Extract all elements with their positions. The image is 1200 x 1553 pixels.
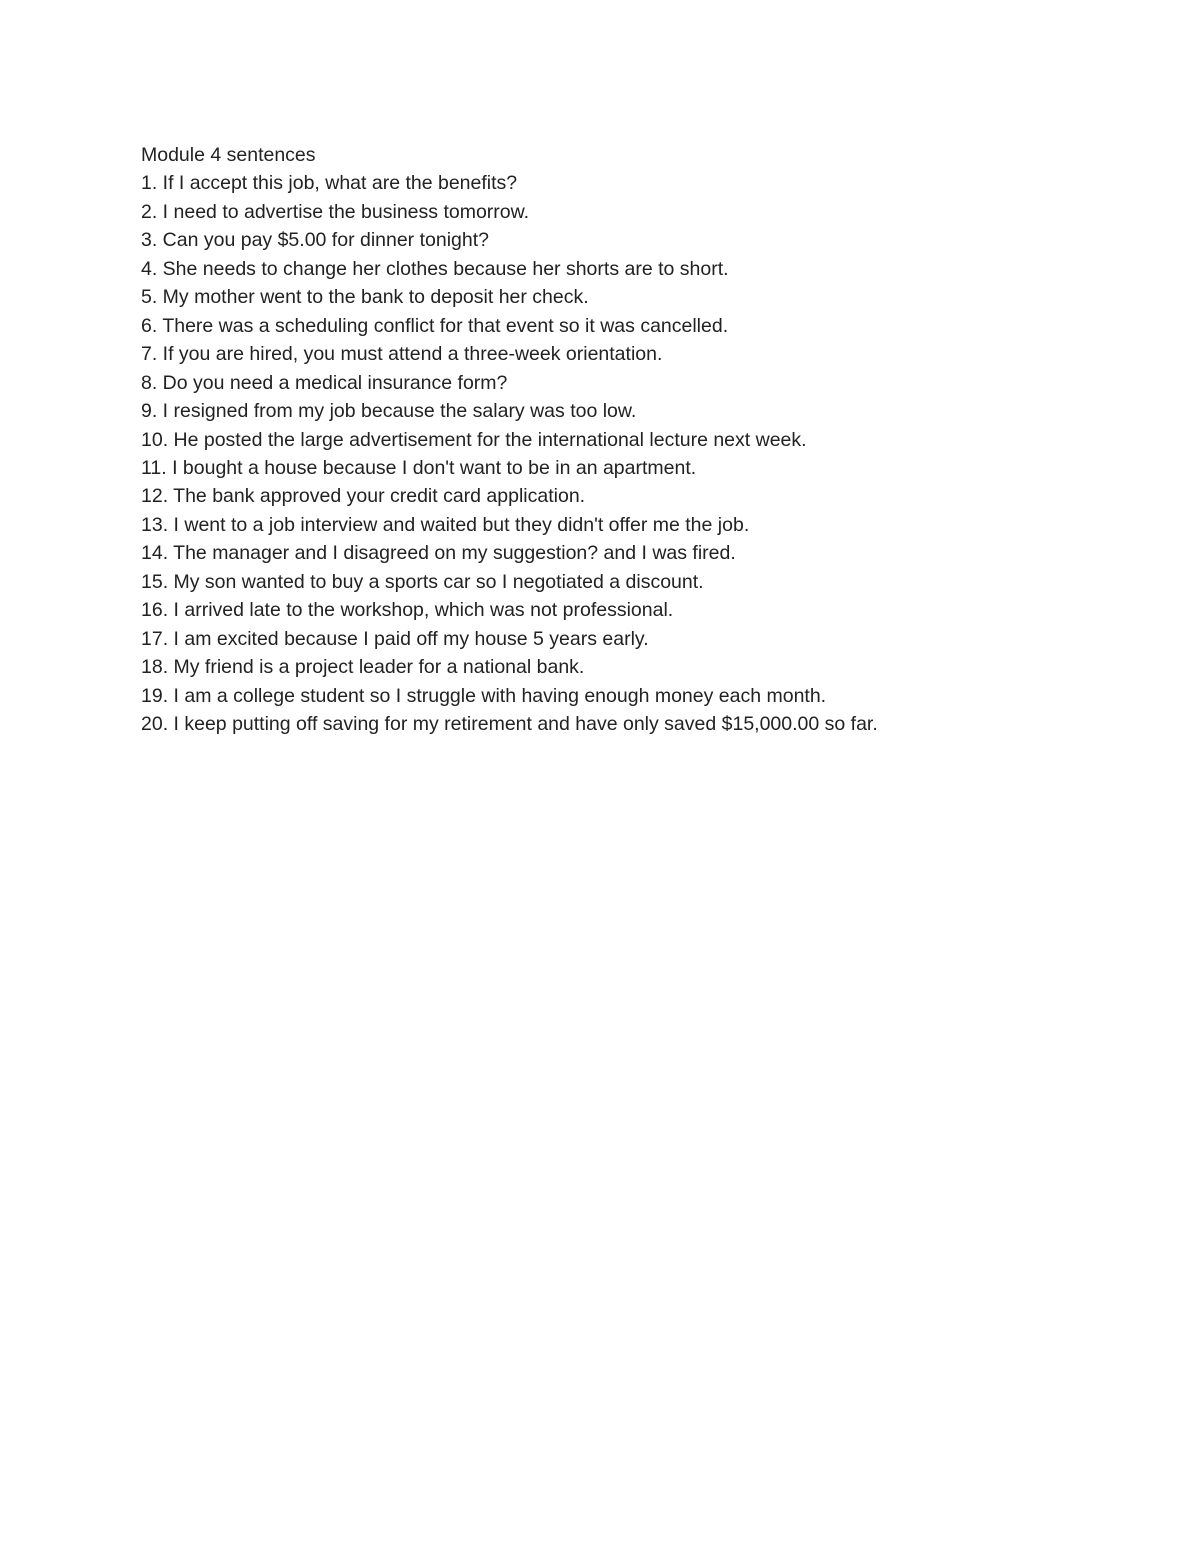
sentence-item: 11. I bought a house because I don't want to be in an apartment. [141, 456, 697, 479]
sentence-item: 7. If you are hired, you must attend a three-week orientation. [141, 343, 663, 366]
sentence-item: 6. There was a scheduling conflict for that event so it was cancelled. [141, 314, 729, 337]
document-title: Module 4 sentences [141, 144, 316, 166]
sentence-item: 2. I need to advertise the business tomorrow. [141, 200, 530, 223]
sentence-item: 9. I resigned from my job because the salary was too low. [141, 400, 637, 423]
sentence-item: 13. I went to a job interview and waited but they didn't offer me the job. [141, 513, 750, 536]
sentence-list [141, 169, 1141, 738]
sentence-item: 20. I keep putting off saving for my retirement and have only saved $15,000.00 so far. [141, 713, 878, 736]
sentence-item: 19. I am a college student so I struggle with having enough money each month. [141, 684, 827, 707]
sentence-item: 1. If I accept this job, what are the benefits? [141, 172, 518, 195]
sentence-item: 12. The bank approved your credit card application. [141, 485, 586, 508]
sentence-item: 14. The manager and I disagreed on my suggestion? and I was fired. [141, 542, 736, 565]
sentence-item: 8. Do you need a medical insurance form? [141, 371, 508, 394]
sentence-item: 15. My son wanted to buy a sports car so I negotiated a discount. [141, 570, 704, 593]
sentence-item: 10. He posted the large advertisement for the international lecture next week. [141, 428, 807, 451]
sentence-item: 4. She needs to change her clothes because her shorts are to short. [141, 257, 729, 280]
sentence-item: 17. I am excited because I paid off my house 5 years early. [141, 627, 649, 650]
sentence-item: 18. My friend is a project leader for a national bank. [141, 656, 585, 679]
sentence-item: 16. I arrived late to the workshop, which was not professional. [141, 599, 674, 622]
sentence-item: 3. Can you pay $5.00 for dinner tonight? [141, 229, 489, 252]
sentence-item: 5. My mother went to the bank to deposit her check. [141, 286, 589, 309]
document-body [141, 141, 1141, 739]
